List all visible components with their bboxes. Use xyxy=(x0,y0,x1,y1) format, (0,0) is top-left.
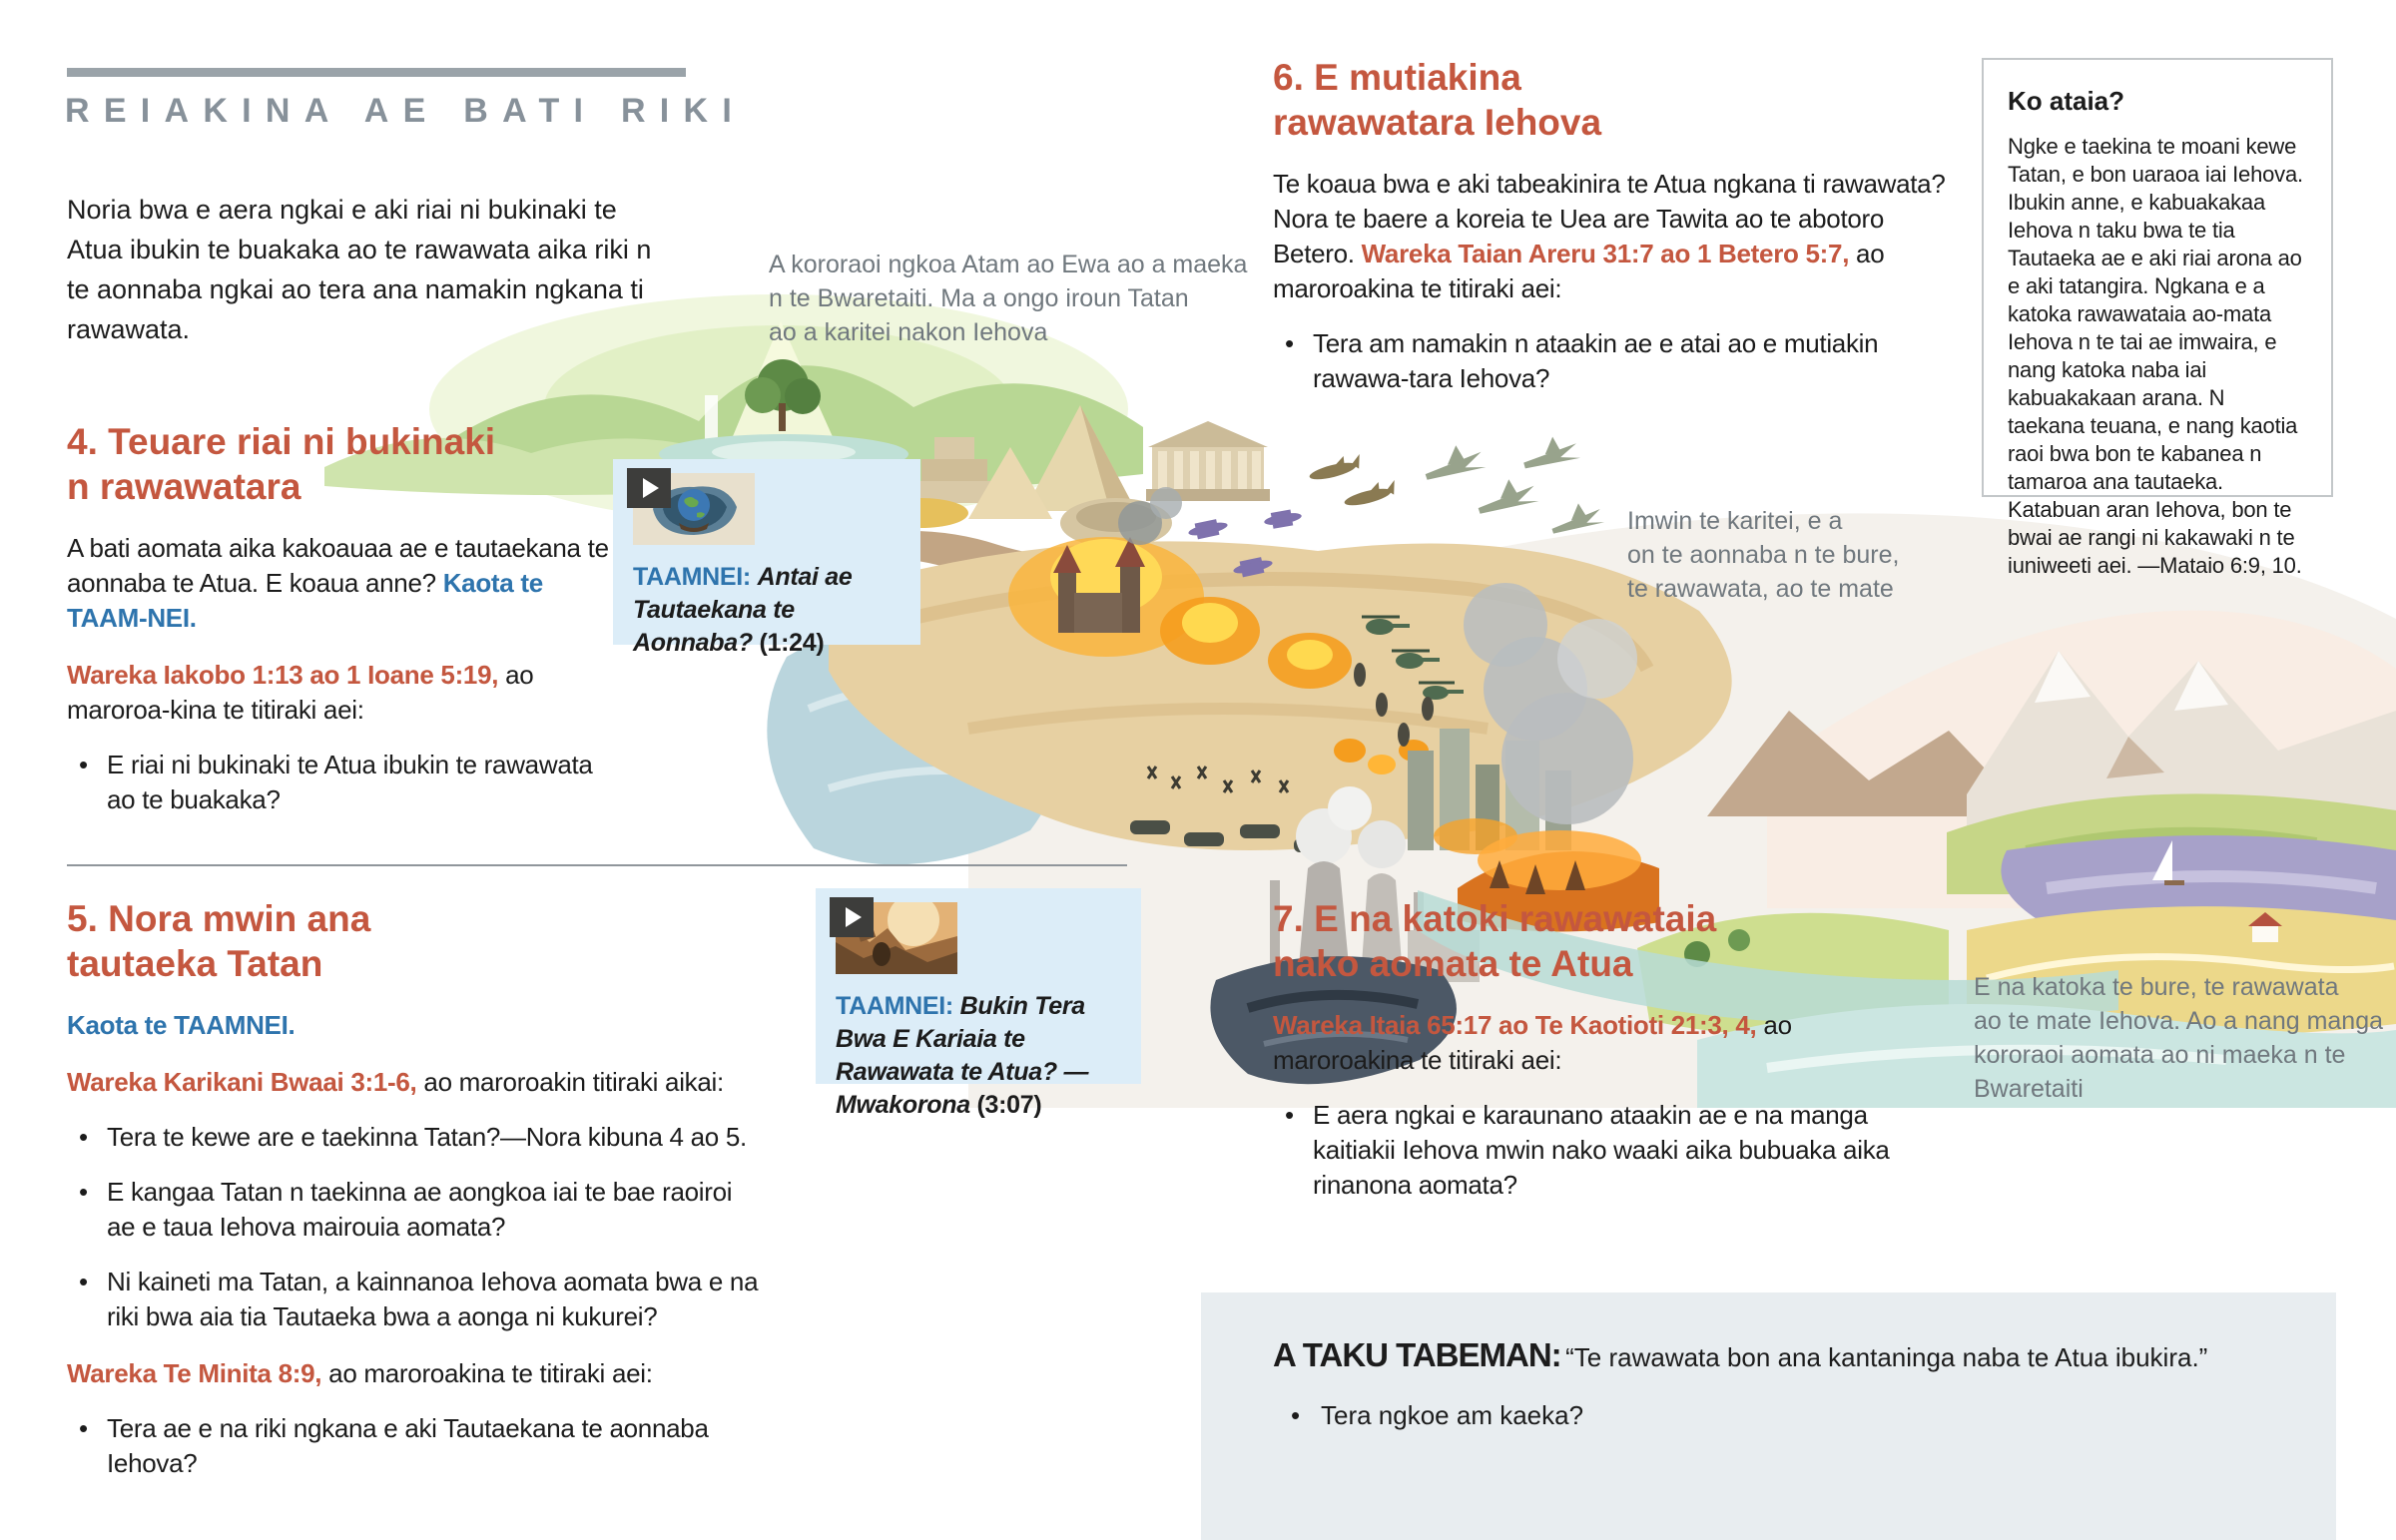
caption-eden xyxy=(769,248,1247,349)
section-5 xyxy=(67,896,766,1481)
section-5-bullet: • Ni kaineti ma Tatan, a kainnanoa Iehova aomata bwa e na riki bwa aia tia Tautaeka bwa a aonga ni kukurei? xyxy=(67,1265,766,1334)
some-say-label: A TAKU TABEMAN: xyxy=(1273,1336,1561,1373)
section-4-heading: 4. Teuare riai ni bukinaki n rawawatara xyxy=(67,421,496,507)
caption-war-line: on te aonnaba n te bure, xyxy=(1627,541,1900,569)
video-thumbnail[interactable] xyxy=(836,902,957,974)
caption-eden-line: A kororaoi ngkoa Atam ao Ewa ao a maeka xyxy=(769,251,1248,278)
show-video-link[interactable]: Kaota te TAAM-NEI. xyxy=(67,568,543,633)
section-5-bullet: • E kangaa Tatan n taekinna ae aongkoa iai te bae raoiroi ae e taua Iehova mairouia aomata? xyxy=(67,1175,766,1245)
play-icon[interactable] xyxy=(627,468,671,508)
section-7-read: Wareka Itaia 65:17 ao Te Kaotioti 21:3, 4, ao maroroakina te titiraki aei: xyxy=(1273,1010,1792,1075)
section-4 xyxy=(67,419,626,817)
video-label: TAAMNEI: xyxy=(633,563,751,591)
caption-paradise-line: Bwaretaiti xyxy=(1974,1075,2084,1103)
caption-war xyxy=(1627,504,1899,606)
header-accent-bar xyxy=(67,68,686,77)
section-6 xyxy=(1273,55,1962,396)
caption-paradise-line: kororaoi aomata ao ni maeka n te xyxy=(1974,1041,2346,1069)
caption-paradise-line: E na katoka te bure, te rawawata xyxy=(1974,973,2339,1001)
caption-eden-line: ao a karitei nakon Iehova xyxy=(769,318,1048,346)
caption-paradise xyxy=(1974,970,2383,1106)
section-5-read: Wareka Karikani Bwaai 3:1-6, ao maroroakin titiraki aikai: xyxy=(67,1067,724,1097)
scripture-link[interactable]: Wareka Taian Areru 31:7 ao 1 Betero 5:7, xyxy=(1361,239,1850,268)
section-5-bullet: • Tera ae e na riki ngkana e aki Tautaekana te aonnaba Iehova? xyxy=(67,1411,766,1481)
video-card-bukin-tera[interactable] xyxy=(816,888,1141,1119)
page-title: REIAKINA AE BATI RIKI xyxy=(65,92,747,130)
section-6-paragraph: Te koaua bwa e aki tabeakinira te Atua ngkana ti rawawata? Nora te baere a koreia te Uea are Tawita ao te abotoro Betero. Wareka Taian Areru 31:7 ao 1 Betero 5:7, ao maroroakina te titiraki aei: xyxy=(1273,169,1946,303)
caption-paradise-line: ao te mate Iehova. Ao a nang manga xyxy=(1974,1007,2384,1035)
video-label: TAAMNEI: xyxy=(836,992,953,1020)
section-5-read-2: Wareka Te Minita 8:9, ao maroroakina te titiraki aei: xyxy=(67,1358,653,1388)
play-icon[interactable] xyxy=(830,897,874,937)
some-say-box xyxy=(1201,1292,2336,1540)
caption-war-line: Imwin te karitei, e a xyxy=(1627,507,1843,535)
section-4-bullet: • E riai ni bukinaki te Atua ibukin te rawawata ao te buakaka? xyxy=(67,748,626,817)
did-you-know-box xyxy=(1982,58,2333,578)
section-6-heading: 6. E mutiakina rawawatara Iehova xyxy=(1273,57,1602,143)
caption-war-line: te rawawata, ao te mate xyxy=(1627,575,1894,603)
section-7-heading: 7. E na katoki rawawataia nako aomata te Atua xyxy=(1273,898,1717,984)
section-5-heading: 5. Nora mwin ana tautaeka Tatan xyxy=(67,898,371,984)
some-say-bullet: • Tera ngkoe am kaeka? xyxy=(1273,1400,2276,1431)
some-say-line xyxy=(1273,1336,2276,1374)
video-thumbnail[interactable] xyxy=(633,473,755,545)
section-6-bullet: • Tera am namakin n ataakin ae e atai ao e mutiakin rawawa-tara Iehova? xyxy=(1273,326,1962,396)
scripture-link[interactable]: Wareka Karikani Bwaai 3:1-6, xyxy=(67,1067,417,1097)
section-divider xyxy=(67,864,1127,866)
section-4-paragraph: A bati aomata aika kakoauaa ae e tautaekana te aonnaba te Atua. E koaua anne? Kaota te TAAM-NEI. xyxy=(67,533,609,633)
video-caption: TAAMNEI: Antai ae Tautaekana te Aonnaba? (1:24) xyxy=(633,563,853,657)
show-video-link[interactable]: Kaota te TAAMNEI. xyxy=(67,1010,296,1040)
did-you-know-title: Ko ataia? xyxy=(2008,86,2125,116)
caption-eden-line: n te Bwaretaiti. Ma a ongo iroun Tatan xyxy=(769,284,1189,312)
section-4-read: Wareka Iakobo 1:13 ao 1 Ioane 5:19, ao maroroa-kina te titiraki aei: xyxy=(67,660,534,725)
intro-paragraph: Noria bwa e aera ngkai e aki riai ni bukinaki te Atua ibukin te buakaka ao te rawawata aika riki n te aonnaba ngkai ao tera ana namakin ngkana ti rawawata. xyxy=(67,195,652,344)
section-7-bullet: • E aera ngkai e karaunano ataakin ae e na manga kaitiakii Iehova mwin nako waaki aika bubuaka aika rinanona aomata? xyxy=(1273,1098,1932,1203)
video-caption: TAAMNEI: Bukin Tera Bwa E Kariaia te Rawawata te Atua? —Mwakorona (3:07) xyxy=(836,992,1089,1119)
scripture-link[interactable]: Wareka Iakobo 1:13 ao 1 Ioane 5:19, xyxy=(67,660,499,690)
section-7 xyxy=(1273,896,1932,1203)
scripture-link[interactable]: Wareka Itaia 65:17 ao Te Kaotioti 21:3, 4, xyxy=(1273,1010,1757,1040)
video-card-antai[interactable] xyxy=(613,459,920,657)
scripture-link[interactable]: Wareka Te Minita 8:9, xyxy=(67,1358,322,1388)
some-say-quote: “Te rawawata bon ana kantaninga naba te Atua ibukira.” xyxy=(1565,1342,2208,1372)
did-you-know-body: Ngke e taekina te moani kewe Tatan, e bon uaraoa iai Iehova. Ibukin anne, e kabuakakaa Iehova n taku bwa te tia Tautaeka ae e aki riai arona ao e aki tatangira. Ngkana e a katoka rawawataia ao-mata Iehova n te tai ae imwaira, e nang katoka naba iai kabuakakaan arana. N taekana teuana, e nang kaotia raoi bwa bon te kabanea n tamaroa ana tautaeka. Katabuan aran Iehova, bon te bwai ae rangi ni kakawaki n te iuniweeti aei. —Mataio 6:9, 10. xyxy=(2008,134,2303,578)
section-5-bullet: • Tera te kewe are e taekinna Tatan?—Nora kibuna 4 ao 5. xyxy=(67,1120,766,1155)
